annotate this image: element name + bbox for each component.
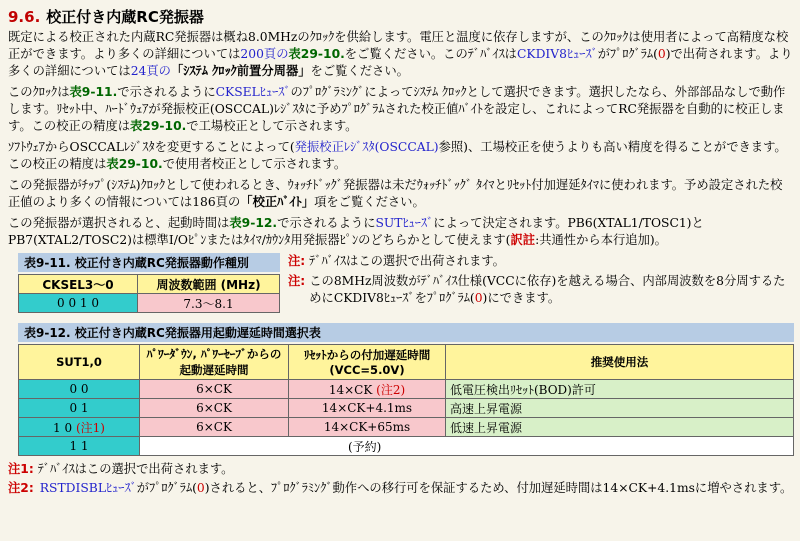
- text: )されると、ﾌﾟﾛｸﾞﾗﾐﾝｸﾞ動作への移行可を保証するため、付加遅延時間は14×CK+4.1msに増やされます。: [204, 481, 793, 495]
- text: この8MHz周波数がﾃﾞﾊﾞｲｽ仕様(VCCに依存)を越える場合、内部周波数を8分周するためにCKDIV8ﾋｭｰｽﾞをﾌﾟﾛｸﾞﾗﾑ(: [309, 274, 786, 305]
- text: によって決定されます。PB6(XTAL1/TOSC1)とPB7(XTAL2/TOSC2)は標準I/Oﾋﾟﾝまたはﾀｲﾏ/ｶｳﾝﾀ用発振器ﾋﾟﾝのどちらかとして使えます(: [8, 216, 704, 247]
- text: のﾌﾟﾛｸﾞﾗﾐﾝｸﾞによってｼｽﾃﾑ ｸﾛｯｸとして選択できます。選択したなら、外部部品なしで動作します。ﾘｾｯﾄ中、ﾊｰﾄﾞｳｪｱが発振校正(OSCCAL)ﾚｼﾞｽﾀに予めﾌﾟﾛｸﾞﾗﾑされた校正値ﾊﾞｲﾄを設定し、これによってRC発振器を自動的に校正します。この校正の精度は: [8, 85, 786, 133]
- text: :共通性から本行追加)。: [535, 233, 667, 247]
- sut-cell: [19, 418, 140, 437]
- table-row: [19, 399, 794, 418]
- rec-cell: 高速上昇電源: [446, 399, 794, 418]
- section-heading: 校正付き内蔵RC発振器: [46, 8, 204, 26]
- sut-cell: 0 0: [19, 380, 140, 399]
- rst-cell: 14×CK+65ms: [289, 418, 446, 437]
- text: をご覧ください。このﾃﾞﾊﾞｲｽは: [344, 47, 517, 61]
- text: で示されるように: [117, 85, 216, 99]
- fuse-link[interactable]: SUTﾋｭｰｽﾞ: [375, 216, 434, 230]
- rst-value: 14×CK: [328, 382, 373, 397]
- table1-header: 周波数範囲 (MHz): [138, 275, 280, 294]
- fuse-link[interactable]: RSTDISBLﾋｭｰｽﾞ: [39, 481, 137, 495]
- zero-value: 0: [196, 481, 205, 495]
- note-text: ﾃﾞﾊﾞｲｽはこの選択で出荷されます。: [37, 462, 234, 476]
- table2-header-rst: ﾘｾｯﾄからの付加遅延時間 (VCC=5.0V): [289, 345, 446, 380]
- table-row: [19, 437, 794, 456]
- table1-header: CKSEL3～0: [19, 275, 138, 294]
- table2-block: [18, 323, 794, 456]
- pd-cell: 6×CK: [140, 418, 289, 437]
- paragraph-5: [8, 215, 794, 249]
- paragraph-3: [8, 139, 794, 173]
- note-label: 注:: [288, 254, 306, 268]
- note-text: ﾃﾞﾊﾞｲｽはこの選択で出荷されます。: [309, 254, 505, 268]
- table-ref[interactable]: 表9-11.: [69, 85, 118, 99]
- rst-cell: [289, 380, 446, 399]
- text: で工場校正として示されます。: [186, 119, 358, 133]
- pd-cell: 6×CK: [140, 399, 289, 418]
- note-label: 注1:: [8, 462, 34, 476]
- fuse-link[interactable]: CKDIV8ﾋｭｰｽﾞ: [516, 47, 598, 61]
- table2: [18, 344, 794, 456]
- table1-cell: 7.3～8.1: [138, 294, 280, 313]
- rst-cell: 14×CK+4.1ms: [289, 399, 446, 418]
- table2-notes: [8, 461, 794, 497]
- table1-notes: [288, 253, 788, 307]
- section-title: [8, 6, 794, 26]
- text: がﾌﾟﾛｸﾞﾗﾑ(: [136, 481, 197, 495]
- table-ref[interactable]: 表29-10.: [106, 157, 163, 171]
- rec-cell: 低速上昇電源: [446, 418, 794, 437]
- table-ref[interactable]: 表29-10.: [130, 119, 187, 133]
- table-ref[interactable]: 表29-10.: [288, 47, 345, 61]
- register-link[interactable]: 発振校正ﾚｼﾞｽﾀ(OSCCAL): [294, 140, 439, 154]
- text: この発振器が選択されると、起動時間は: [8, 216, 230, 230]
- text: )で出荷されます。より多くの詳細については: [8, 47, 793, 78]
- note-label: 注2:: [8, 481, 34, 495]
- zero-value: 0: [657, 47, 666, 61]
- rec-cell: 低電圧検出ﾘｾｯﾄ(BOD)許可: [446, 380, 794, 399]
- paragraph-4: [8, 177, 794, 211]
- table-row: [19, 418, 794, 437]
- reserved-text: (予約): [348, 439, 382, 454]
- table2-header-pd: ﾊﾟﾜｰﾀﾞｳﾝ, ﾊﾟﾜｰｾｰﾌﾞからの起動遅延時間: [140, 345, 289, 380]
- text: 項をご覧ください。: [314, 195, 425, 209]
- paragraph-2: [8, 84, 794, 135]
- translator-note-label: 訳註: [510, 233, 536, 247]
- table1-caption: 表9-11. 校正付き内蔵RC発振器動作種別: [18, 253, 280, 272]
- table1: [18, 274, 280, 313]
- table1-block: [8, 253, 794, 315]
- text: がﾌﾟﾛｸﾞﾗﾑ(: [597, 47, 658, 61]
- paragraph-1: [8, 29, 794, 80]
- page: [8, 6, 794, 497]
- table-ref[interactable]: 表9-12.: [229, 216, 278, 230]
- section-ref[interactable]: 「ｼｽﾃﾑ ｸﾛｯｸ前置分周器」: [170, 64, 311, 78]
- pd-cell: 6×CK: [140, 380, 289, 399]
- table2-caption: 表9-12. 校正付き内蔵RC発振器用起動遅延時間選択表: [18, 323, 794, 342]
- note-ref: (注2): [376, 382, 406, 397]
- table-row: [19, 380, 794, 399]
- table2-header-rec: 推奨使用法: [446, 345, 794, 380]
- text: 参照)、工場校正を使うよりも高い精度を得ることができます。この校正の精度は: [8, 140, 787, 171]
- note-ref: (注1): [75, 420, 105, 435]
- text: で使用者校正として示されます。: [162, 157, 347, 171]
- fuse-link[interactable]: CKSELﾋｭｰｽﾞ: [215, 85, 291, 99]
- page-link[interactable]: 200頁の: [240, 47, 289, 61]
- text: 既定による校正された内蔵RC発振器は概ね8.0MHzのｸﾛｯｸを供給します。電圧と温度に依存しますが、このｸﾛｯｸは使用者によって高精度な校正ができます。より多くの詳細については: [8, 30, 789, 61]
- text: この発振器がﾁｯﾌﾟ(ｼｽﾃﾑ)ｸﾛｯｸとして使われるとき、ｳｫｯﾁﾄﾞｯｸﾞ発振器は未だｳｫｯﾁﾄﾞｯｸﾞ ﾀｲﾏとﾘｾｯﾄ付加遅延ﾀｲﾏに使われます。予め設定された校正値のより多くの情報については186頁の: [8, 178, 783, 209]
- text: ｿﾌﾄｳｪｱからOSCCALﾚｼﾞｽﾀを変更することによって(: [8, 140, 295, 154]
- sut-cell: 0 1: [19, 399, 140, 418]
- table1-cell: 0 0 1 0: [19, 294, 138, 313]
- page-link[interactable]: 24頁の: [130, 64, 171, 78]
- text: このｸﾛｯｸは: [8, 85, 70, 99]
- zero-value: 0: [474, 291, 483, 305]
- note-text: [40, 480, 793, 497]
- note-text: [309, 273, 788, 307]
- sut-cell: 1 1: [19, 437, 140, 456]
- section-number: 9.6.: [8, 8, 41, 26]
- table2-header-sut: SUT1,0: [19, 345, 140, 380]
- text: をご覧ください。: [310, 64, 409, 78]
- text: )にできます。: [482, 291, 561, 305]
- note-label: 注:: [288, 274, 306, 288]
- sut-value: 1 0: [53, 420, 73, 435]
- section-ref[interactable]: 「校正ﾊﾞｲﾄ」: [240, 195, 315, 209]
- reserved-cell: [140, 437, 794, 456]
- text: で示されるように: [277, 216, 376, 230]
